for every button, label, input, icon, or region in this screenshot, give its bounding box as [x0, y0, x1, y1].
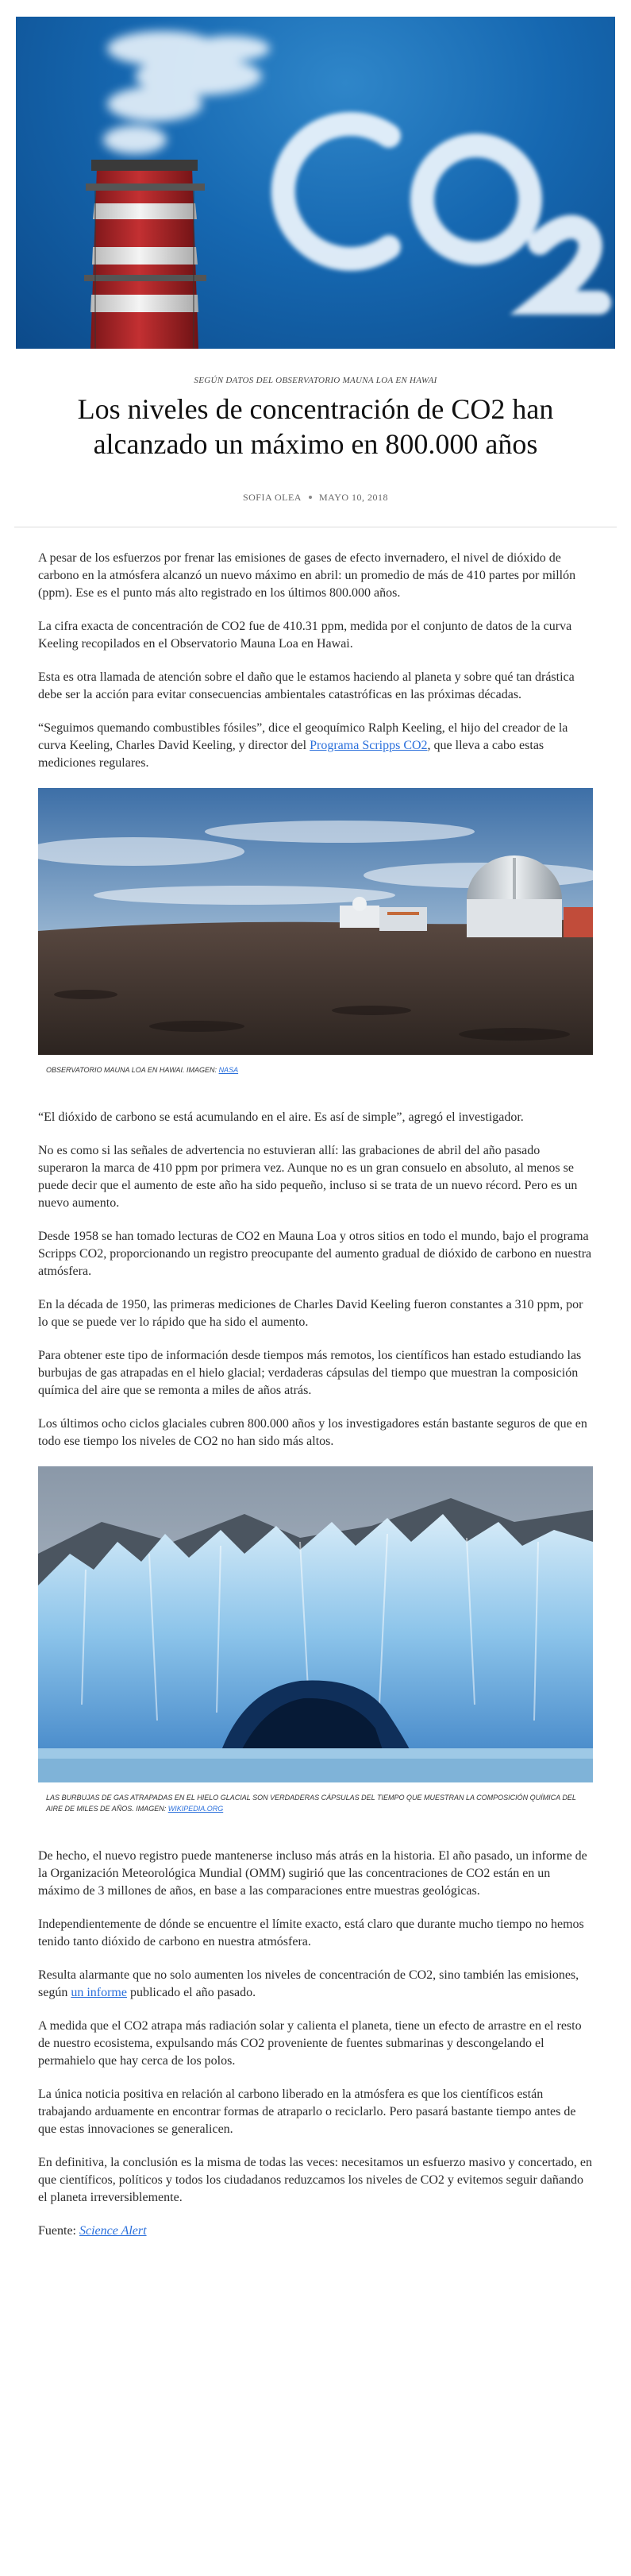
caption-text: LAS BURBUJAS DE GAS ATRAPADAS EN EL HIELO GLACIAL SON VERDADERAS CÁPSULAS DEL TIEMPO QUE MUESTRAN LA COMPOSICIÓN QUÍMICA DEL AIRE DE MILES DE AÑOS. IMAGEN: [46, 1794, 576, 1813]
wikipedia-credit-link[interactable]: WIKIPEDIA.ORG [167, 1805, 224, 1813]
paragraph: La única noticia positiva en relación al carbono liberado en la atmósfera es que los científicos están trabajando arduamente en encontrar formas de atraparlo o reciclarlo. Pero pasará bastante tiempo antes de que estas innovaciones se generalicen. [38, 2087, 576, 2136]
paragraph-informe [38, 1967, 593, 2002]
paragraph-text: publicado el año pasado. [126, 1986, 256, 1999]
paragraph: En definitiva, la conclusión es la misma de todas las veces: necesitamos un esfuerzo masivo y concertado, en que científicos, políticos y todos los ciudadanos reduzcamos los niveles de CO2 y evitemos seguir dañando el planeta irreversiblemente. [38, 2156, 592, 2204]
paragraph: Independientemente de dónde se encuentre el límite exacto, está claro que durante mucho tiempo no hemos tenido tanto dióxido de carbono en nuestra atmósfera. [38, 1918, 584, 1948]
paragraph: A pesar de los esfuerzos por frenar las emisiones de gases de efecto invernadero, el nivel de dióxido de carbono en la atmósfera alcanzó un nuevo máximo en abril: un promedio de más de 410 partes por millón (ppm). Ese es el punto más alto registrado en los últimos 800.000 años. [38, 551, 576, 600]
hero-illustration [16, 17, 615, 349]
publish-date: MAYO 10, 2018 [318, 492, 389, 503]
paragraph-text: Resulta alarmante que no solo aumenten los niveles de concentración de CO2, sino también las emisiones, según [38, 1968, 579, 1999]
caption-text: OBSERVATORIO MAUNA LOA EN HAWAI. IMAGEN: [46, 1066, 219, 1074]
article-title: Los niveles de concentración de CO2 han alcanzado un máximo en 800.000 años [77, 393, 554, 460]
paragraph: No es como si las señales de advertencia no estuvieran allí: las grabaciones de abril del año pasado superaron la marca de 410 ppm por primera vez. Aunque no es un gran consuelo en absoluto, al menos se puede decir que el aumento de este año ha sido pequeño, incluso si se trata de un nuevo récord. Pero es un nuevo aumento. [38, 1144, 578, 1210]
byline-separator-dot [309, 496, 312, 499]
paragraph: De hecho, el nuevo registro puede mantenerse incluso más atrás en la historia. El año pasado, un informe de la Organización Meteorológica Mundial (OMM) sugirió que las concentraciones de CO2 están en un máximo de 3 millones de años, en base a las comparaciones entre muestras geológicas. [38, 1849, 587, 1898]
paragraph: En la década de 1950, las primeras mediciones de Charles David Keeling fueron constantes a 310 ppm, por lo que se puede ver lo rápido que ha sido el aumento. [38, 1298, 583, 1329]
paragraph: Los últimos ocho ciclos glaciales cubren 800.000 años y los investigadores están bastante seguros de que en todo ese tiempo los niveles de CO2 no han sido más altos. [38, 1417, 587, 1448]
article-kicker: SEGÚN DATOS DEL OBSERVATORIO MAUNA LOA EN HAWAI [194, 376, 437, 385]
figure-caption [46, 1064, 585, 1076]
figure-glacier [38, 1466, 593, 1814]
paragraph: A medida que el CO2 atrapa más radiación solar y calienta el planeta, tiene un efecto de arrastre en el resto de nuestro ecosistema, expulsando más CO2 proveniente de fuentes submarinas y descongelando el permahielo que hay cerca de los polos. [38, 2019, 582, 2068]
paragraph: Esta es otra llamada de atención sobre el daño que le estamos haciendo al planeta y sobre qué tan drástica debe ser la acción para evitar consecuencias ambientales catastróficas en las próximas décadas. [38, 670, 575, 701]
nasa-credit-link[interactable]: NASA [218, 1066, 239, 1074]
article-body [0, 550, 631, 2240]
source-line [38, 2223, 593, 2240]
source-label: Fuente: [38, 2224, 79, 2238]
figure-observatory [38, 788, 593, 1076]
byline [0, 492, 631, 504]
observatory-photo [38, 788, 593, 1055]
paragraph: Para obtener este tipo de información desde tiempos más remotos, los científicos han estado estudiando las burbujas de gas atrapadas en el hielo glacial; verdaderas cápsulas del tiempo que muestran la composición química del aire que se remonta a miles de años atrás. [38, 1349, 582, 1397]
author-name[interactable]: SOFIA OLEA [242, 492, 302, 503]
scripps-co2-link[interactable]: Programa Scripps CO2 [310, 739, 428, 752]
paragraph-scripps [38, 720, 593, 772]
paragraph-text: “Seguimos quemando combustibles fósiles”, dice el geoquímico Ralph Keeling, el hijo del creador de la curva Keeling, Charles David Keeling, y director del [38, 721, 568, 752]
chimney-graphic [84, 160, 206, 349]
paragraph: “El dióxido de carbono se está acumulando en el aire. Es así de simple”, agregó el investigador. [38, 1110, 524, 1124]
glacier-photo [38, 1466, 593, 1782]
paragraph: Desde 1958 se han tomado lecturas de CO2 en Mauna Loa y otros sitios en todo el mundo, bajo el programa Scripps CO2, proporcionando un registro preocupante del aumento gradual de dióxido de carbono en nuestra atmósfera. [38, 1230, 592, 1278]
paragraph: La cifra exacta de concentración de CO2 fue de 410.31 ppm, medida por el conjunto de datos de la curva Keeling recopilados en el Observatorio Mauna Loa en Hawai. [38, 620, 572, 651]
science-alert-link[interactable]: Science Alert [79, 2224, 147, 2238]
paragraph-text: , que lleva a cabo estas mediciones regulares. [38, 739, 544, 770]
hero-image [16, 17, 615, 349]
figure-caption [46, 1792, 585, 1814]
informe-link[interactable]: un informe [71, 1986, 127, 1999]
